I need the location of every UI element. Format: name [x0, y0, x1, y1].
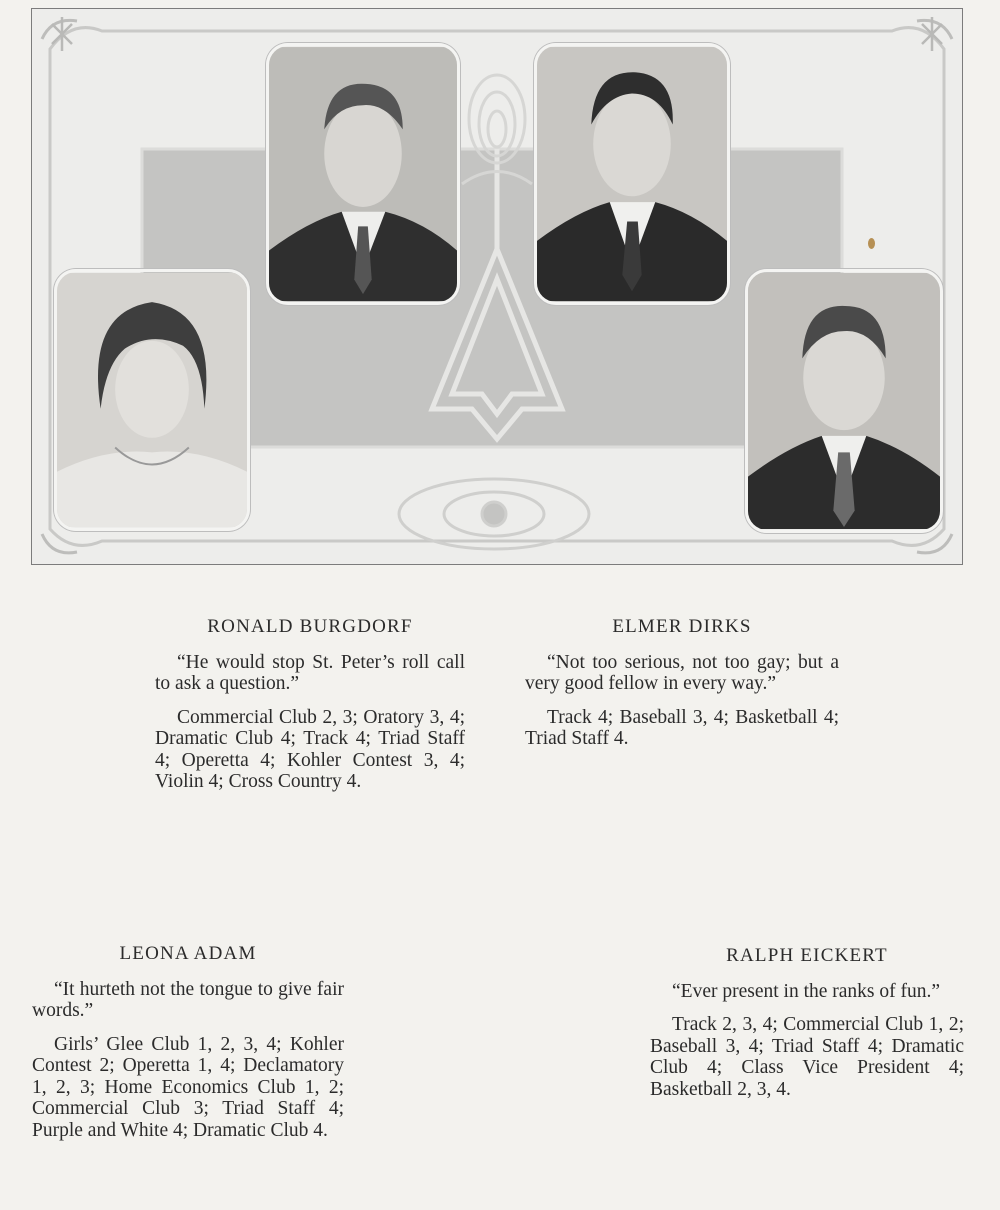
student-name: LEONA ADAM [119, 943, 257, 964]
photo-elmer [534, 43, 730, 305]
entry-ronald [155, 616, 465, 793]
photo-ronald [266, 43, 460, 305]
photo-leona [54, 269, 250, 531]
student-quote: “It hurteth not the tongue to give fair words.” [32, 978, 344, 1021]
student-name: RONALD BURGDORF [207, 616, 413, 637]
student-activities: Girls’ Glee Club 1, 2, 3, 4; Kohler Contest 2; Operetta 1, 4; Declamatory 1, 2, 3; Home Economics Club 1, 2; Commercial Club 3; Triad Staff 4; Purple and White 4; Dramatic Club 4. [32, 1033, 344, 1141]
student-quote: “He would stop St. Peter’s roll call to ask a question.” [155, 651, 465, 694]
student-name: RALPH EICKERT [726, 945, 888, 966]
student-name: ELMER DIRKS [612, 616, 752, 637]
portrait-photo-young-woman-icon [57, 272, 247, 528]
entry-leona [32, 943, 344, 1141]
student-quote: “Not too serious, not too gay; but a very good fellow in every way.” [525, 651, 839, 694]
portrait-photo-young-man-icon [537, 46, 727, 302]
student-activities: Commercial Club 2, 3; Oratory 3, 4; Dramatic Club 4; Track 4; Triad Staff 4; Operetta 4; Kohler Contest 3, 4; Violin 4; Cross Country 4. [155, 706, 465, 792]
entry-ralph [650, 945, 964, 1100]
student-activities: Track 2, 3, 4; Commercial Club 1, 2; Baseball 3, 4; Triad Staff 4; Dramatic Club 4; Class Vice President 4; Basketball 2, 3, 4. [650, 1014, 964, 1100]
paper-stain [868, 238, 875, 249]
student-quote: “Ever present in the ranks of fun.” [672, 980, 941, 1002]
portrait-photo-young-man-icon [269, 46, 457, 302]
entry-elmer [525, 616, 839, 750]
portrait-photo-young-man-icon [748, 272, 940, 530]
student-activities: Track 4; Baseball 3, 4; Basketball 4; Triad Staff 4. [525, 706, 839, 749]
photo-ralph [745, 269, 943, 533]
portrait-panel [31, 8, 963, 565]
